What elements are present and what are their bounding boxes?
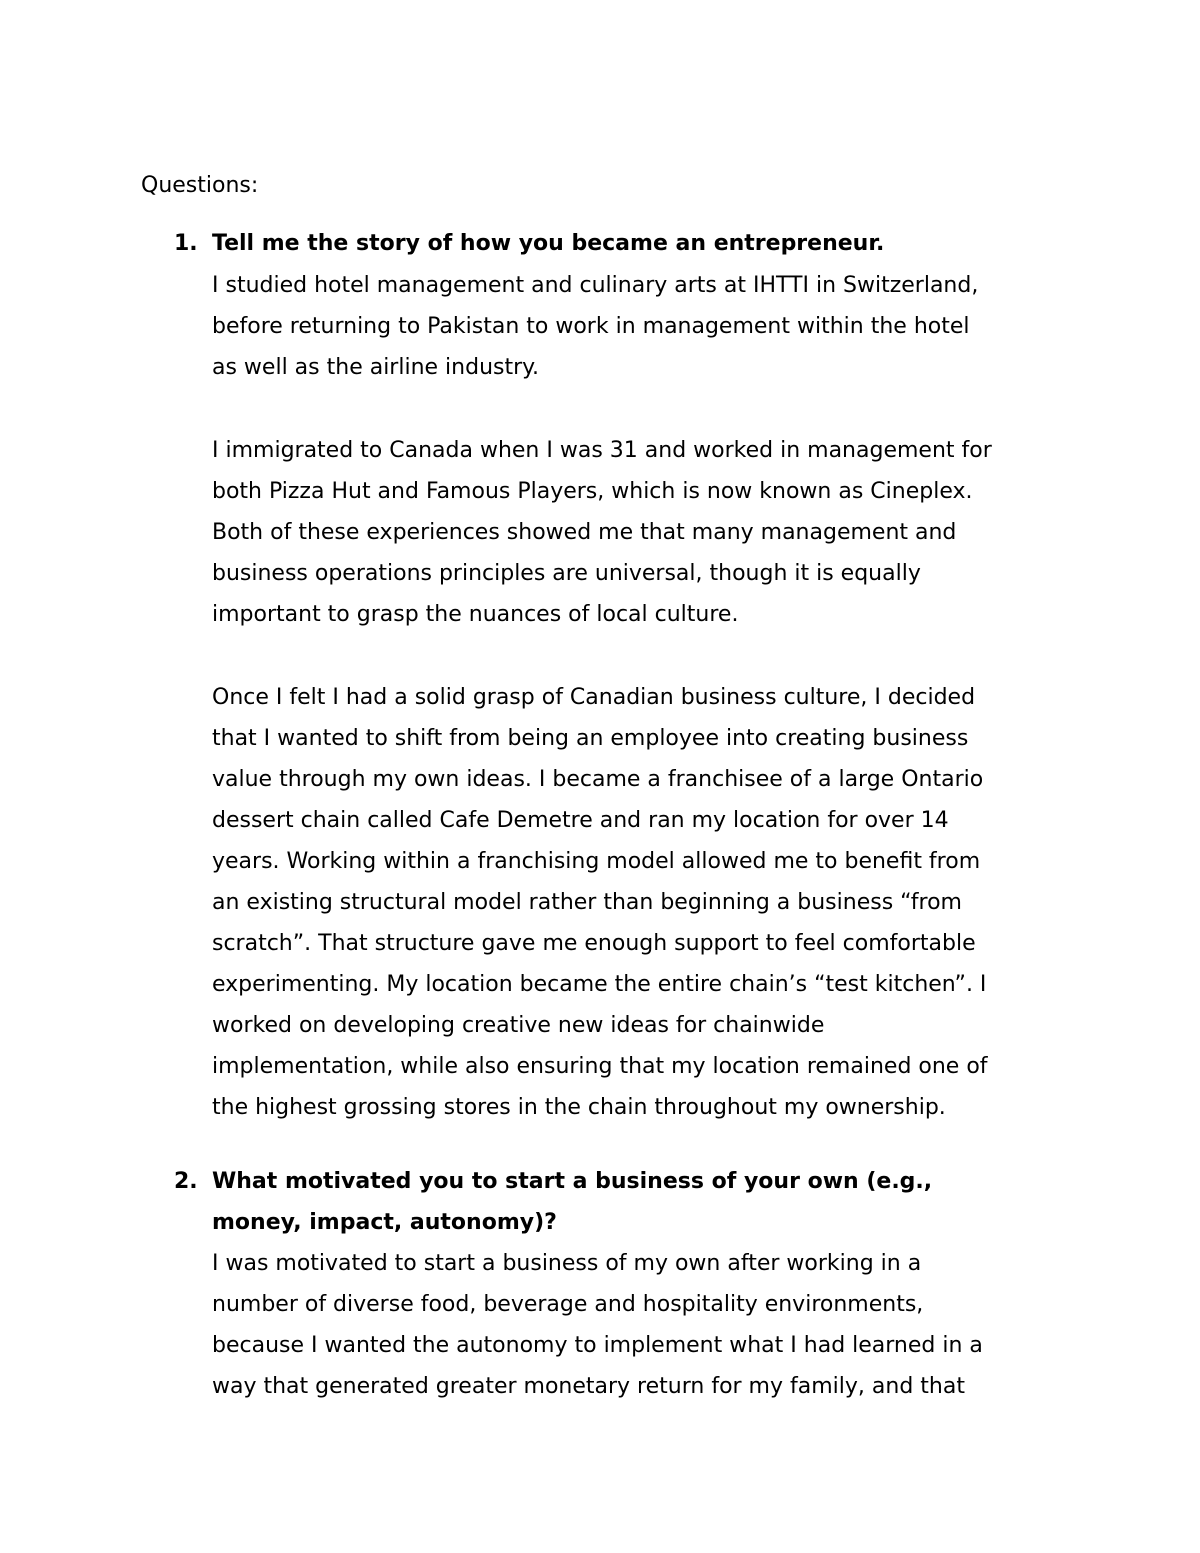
question-2-title: What motivated you to start a business of your own (e.g., money, impact, autonomy)? [212,1169,933,1235]
question-1-number: 1. [174,231,198,256]
answer-2-paragraph-1: I was motivated to start a business of my own after working in a number of diverse food, beverage and hospitality environments, because I wanted the autonomy to implement what I had learned in a way that generated greater monetary return for my family, and that [212,1251,983,1399]
answer-1-paragraph-1: I studied hotel management and culinary arts at IHTTI in Switzerland, before returning to Pakistan to work in management within the hotel as well as the airline industry. [212,273,979,380]
question-2-number: 2. [174,1169,198,1194]
answer-1-paragraph-3: Once I felt I had a solid grasp of Canadian business culture, I decided that I wanted to shift from being an employee into creating business value through my own ideas. I became a franchisee of a large Ontario dessert chain called Cafe Demetre and ran my location for over 14 years. Working within a franchising model allowed me to benefit from an existing structural model rather than beginning a business “from scratch”. That structure gave me enough support to feel comfortable experimenting. My location became the entire chain’s “test kitchen”. I worked on developing creative new ideas for chainwide implementation, while also ensuring that my location remained one of the highest grossing stores in the chain throughout my ownership. [212,685,988,1120]
question-1-title: Tell me the story of how you became an entrepreneur. [212,231,885,256]
answer-1-paragraph-2: I immigrated to Canada when I was 31 and worked in management for both Pizza Hut and Famous Players, which is now known as Cineplex. Both of these experiences showed me that many management and business operations principles are universal, though it is equally important to grasp the nuances of local culture. [212,438,992,627]
questions-heading: Questions: [141,173,259,198]
